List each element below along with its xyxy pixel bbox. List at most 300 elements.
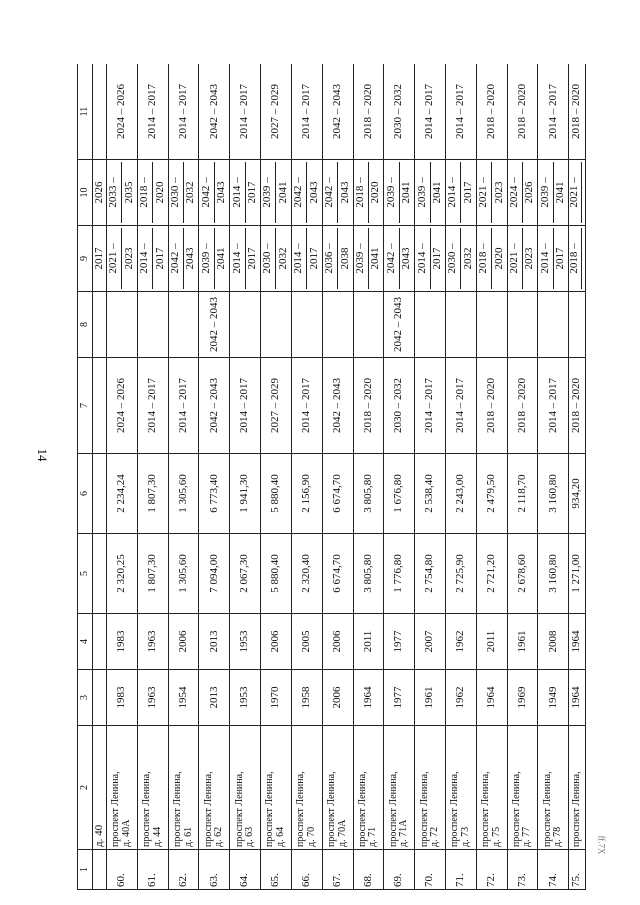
cell-c5: 1 807,30 — [137, 534, 168, 614]
c9-end — [582, 228, 585, 289]
cell-c7: 2027 – 2029 — [261, 358, 292, 454]
cell-c8 — [322, 292, 353, 358]
cell-c6: 2 234,24 — [107, 454, 138, 534]
c10-end: 2043 — [338, 181, 351, 204]
table-container — [77, 64, 586, 890]
address-line-1: проспект Ленина, — [570, 771, 582, 847]
cell-c6: 2 243,00 — [445, 454, 476, 534]
c10-end: 2041 — [276, 181, 289, 204]
cell-c11: 2014 – 2017 — [137, 64, 168, 160]
cell-c7: 2014 – 2017 — [230, 358, 261, 454]
cell-address — [137, 726, 168, 850]
cell-c6: 2 156,90 — [291, 454, 322, 534]
cell-c5: 3 160,80 — [538, 534, 569, 614]
address-line-2: д. 75 — [490, 826, 502, 847]
cell-c9 — [137, 226, 168, 292]
c9-end: 2017 — [153, 247, 166, 270]
c10-start: 2014 – — [230, 162, 245, 223]
cell-c5: 2 678,60 — [507, 534, 538, 614]
cell-num: 72. — [476, 850, 507, 890]
cell-c8 — [415, 292, 446, 358]
c9-end: 2017 — [430, 247, 443, 270]
c9-start: 2021 – — [107, 228, 122, 289]
cell-c5: 2 320,40 — [291, 534, 322, 614]
c9-end: 2041 — [369, 247, 382, 270]
c10-end: 2020 — [153, 181, 166, 204]
c9-end: 2043 — [184, 247, 197, 270]
cell-c3: 1954 — [168, 670, 199, 726]
c9-end: 2017 — [307, 247, 320, 270]
cell-c4: 2006 — [168, 614, 199, 670]
cell-c9 — [445, 226, 476, 292]
cell-address — [199, 726, 230, 850]
address-line-1: проспект Ленина, — [264, 771, 276, 847]
c9-end: 2043 — [400, 247, 413, 270]
cell-c9 — [199, 226, 230, 292]
cell-c7 — [93, 358, 107, 454]
table-row — [107, 64, 138, 890]
cell-c7: 2018 – 2020 — [476, 358, 507, 454]
cell-c8 — [353, 292, 384, 358]
cell-c10 — [199, 160, 230, 226]
cell-address — [384, 726, 415, 850]
table-row — [415, 64, 446, 890]
cell-address: д. 40 — [93, 726, 107, 850]
table-row — [261, 64, 292, 890]
address-line-1: проспект Ленина, — [356, 771, 368, 847]
cell-c6: 1 807,30 — [137, 454, 168, 534]
cell-c8: 2042 – 2043 — [199, 292, 230, 358]
cell-c11: 2014 – 2017 — [415, 64, 446, 160]
table-row — [569, 64, 586, 890]
cell-c7: 2014 – 2017 — [538, 358, 569, 454]
cell-num — [93, 850, 107, 890]
cell-c9 — [230, 226, 261, 292]
c9-start: 2039 – — [354, 228, 369, 289]
cell-c6: 1 305,60 — [168, 454, 199, 534]
cell-c10 — [384, 160, 415, 226]
address-line-1: проспект Ленина, — [202, 771, 214, 847]
cell-c7: 2018 – 2020 — [569, 358, 586, 454]
column-header-2: 2 — [78, 726, 93, 850]
cell-c9 — [261, 226, 292, 292]
cell-c7: 2014 – 2017 — [137, 358, 168, 454]
cell-c5: 1 271,00 — [569, 534, 586, 614]
cell-address — [261, 726, 292, 850]
cell-address — [168, 726, 199, 850]
cell-c10 — [137, 160, 168, 226]
cell-c5: 3 805,80 — [353, 534, 384, 614]
cell-address — [107, 726, 138, 850]
column-header-11: 11 — [78, 64, 93, 160]
cell-num: 73. — [507, 850, 538, 890]
c9-start: 2018 – — [477, 228, 492, 289]
cell-c4: 1977 — [384, 614, 415, 670]
cell-c4: 1961 — [507, 614, 538, 670]
cell-address — [415, 726, 446, 850]
cell-num: 65. — [261, 850, 292, 890]
cell-c3: 1949 — [538, 670, 569, 726]
address-line-1: проспект Ленина, — [387, 771, 399, 847]
address-line-2: д. 64 — [274, 826, 286, 847]
address-line-1: проспект Ленина, — [295, 771, 307, 847]
address-line-1: проспект Ленина, — [541, 771, 553, 847]
address-line-2: д. 70 — [305, 826, 317, 847]
cell-c11: 2014 – 2017 — [230, 64, 261, 160]
cell-address — [291, 726, 322, 850]
cell-c9 — [476, 226, 507, 292]
cell-c11: 2014 – 2017 — [445, 64, 476, 160]
address-line-1: проспект Ленина, — [480, 771, 492, 847]
cell-c6: 2 118,70 — [507, 454, 538, 534]
c10-start: 2024 – — [508, 162, 523, 223]
address-line-2: д. 72 — [429, 826, 441, 847]
cell-c4: 2007 — [415, 614, 446, 670]
cell-address — [230, 726, 261, 850]
cell-c7: 2042 – 2043 — [322, 358, 353, 454]
address-line-2: д. 40А — [120, 819, 132, 847]
table-row — [507, 64, 538, 890]
c10-end: 2043 — [307, 181, 320, 204]
cell-c10 — [291, 160, 322, 226]
column-header-10: 10 — [78, 160, 93, 226]
cell-c10 — [353, 160, 384, 226]
cell-c3: 1963 — [137, 670, 168, 726]
cell-c3: 1969 — [507, 670, 538, 726]
table-row — [538, 64, 569, 890]
cell-c6: 6 674,70 — [322, 454, 353, 534]
header-row — [78, 64, 93, 890]
c9-end: 2032 — [276, 247, 289, 270]
cell-address — [507, 726, 538, 850]
cell-num: 69. — [384, 850, 415, 890]
cell-c9 — [107, 226, 138, 292]
cell-c11: 2014 – 2017 — [291, 64, 322, 160]
c9-start: 2042 – — [169, 228, 184, 289]
cell-address — [569, 726, 586, 850]
cell-c10: 2026 — [93, 160, 107, 226]
c10-start: 2039 – — [538, 162, 553, 223]
c10-end: 2043 — [215, 181, 228, 204]
cell-c6: 6 773,40 — [199, 454, 230, 534]
c10-start: 2018 – — [354, 162, 369, 223]
cell-c11: 2030 – 2032 — [384, 64, 415, 160]
cell-c11: 2018 – 2020 — [353, 64, 384, 160]
c9-end: 2017 — [554, 247, 567, 270]
address-line-2: д. 78 — [552, 826, 564, 847]
cell-c3: 1964 — [476, 670, 507, 726]
cell-c6: 2 538,40 — [415, 454, 446, 534]
c9-start: 2014 – — [230, 228, 245, 289]
c10-start: 2042 – — [199, 162, 214, 223]
c9-start: 2018 – — [569, 228, 582, 289]
cell-c5: 2 721,20 — [476, 534, 507, 614]
cell-c4 — [93, 614, 107, 670]
c9-start: 2021 – — [508, 228, 523, 289]
cell-c10 — [507, 160, 538, 226]
table-row-continued — [93, 64, 107, 890]
table-body — [93, 64, 586, 890]
cell-c4: 1964 — [569, 614, 586, 670]
cell-c6: 934,20 — [569, 454, 586, 534]
cell-c11: 2018 – 2020 — [476, 64, 507, 160]
cell-c11: 2014 – 2017 — [538, 64, 569, 160]
c10-end: 2020 — [369, 181, 382, 204]
cell-num: 60. — [107, 850, 138, 890]
c10-start: 2021 – — [569, 162, 582, 223]
cell-c5: 5 880,40 — [261, 534, 292, 614]
cell-c10 — [415, 160, 446, 226]
cell-c7: 2014 – 2017 — [445, 358, 476, 454]
cell-num: 67. — [322, 850, 353, 890]
c9-end: 2032 — [461, 247, 474, 270]
address-line-1: проспект Ленина, — [141, 771, 153, 847]
column-header-4: 4 — [78, 614, 93, 670]
cell-num: 70. — [415, 850, 446, 890]
cell-c6: 3 805,80 — [353, 454, 384, 534]
c10-start: 2033 – — [107, 162, 122, 223]
cell-c11: 2024 – 2026 — [107, 64, 138, 160]
cell-c10 — [107, 160, 138, 226]
column-header-5: 5 — [78, 534, 93, 614]
cell-c9 — [168, 226, 199, 292]
cell-c3: 1983 — [107, 670, 138, 726]
table-row — [168, 64, 199, 890]
cell-c10 — [538, 160, 569, 226]
cell-c4: 1953 — [230, 614, 261, 670]
c9-start: 2042 – — [384, 228, 399, 289]
cell-num: 64. — [230, 850, 261, 890]
cell-address — [445, 726, 476, 850]
cell-c11: 2014 – 2017 — [168, 64, 199, 160]
address-line-1: проспект Ленина, — [418, 771, 430, 847]
cell-c9 — [384, 226, 415, 292]
c9-end: 2023 — [122, 247, 135, 270]
cell-c4: 2011 — [476, 614, 507, 670]
c9-start: 2014 – — [538, 228, 553, 289]
cell-c5: 2 754,80 — [415, 534, 446, 614]
cell-c11: 2042 – 2043 — [322, 64, 353, 160]
address-line-2: д. 70А — [336, 819, 348, 847]
table-row — [322, 64, 353, 890]
cell-c11: 2018 – 2020 — [569, 64, 586, 160]
cell-c5: 7 094,00 — [199, 534, 230, 614]
c9-start: 2036 – — [323, 228, 338, 289]
cell-c11: 2042 – 2043 — [199, 64, 230, 160]
cell-c8 — [476, 292, 507, 358]
cell-c4: 2013 — [199, 614, 230, 670]
c10-end: 2041 — [400, 181, 413, 204]
cell-c9 — [507, 226, 538, 292]
cell-c8 — [445, 292, 476, 358]
cell-c10 — [445, 160, 476, 226]
cell-c6: 2 479,50 — [476, 454, 507, 534]
c10-start: 2039 – — [384, 162, 399, 223]
table-row — [476, 64, 507, 890]
c10-end: 2023 — [492, 181, 505, 204]
c10-end: 2041 — [554, 181, 567, 204]
housing-table — [77, 64, 586, 890]
column-header-1: 1 — [78, 850, 93, 890]
c10-end: 2026 — [523, 181, 536, 204]
cell-c7: 2024 – 2026 — [107, 358, 138, 454]
cell-c3 — [93, 670, 107, 726]
c10-start: 2039 – — [415, 162, 430, 223]
cell-c10 — [322, 160, 353, 226]
footer-mark: ff.7X — [596, 835, 607, 855]
cell-c7: 2042 – 2043 — [199, 358, 230, 454]
cell-address — [353, 726, 384, 850]
cell-c8 — [569, 292, 586, 358]
cell-c9 — [322, 226, 353, 292]
cell-c5 — [93, 534, 107, 614]
c10-end: 2041 — [430, 181, 443, 204]
cell-c6 — [93, 454, 107, 534]
column-header-3: 3 — [78, 670, 93, 726]
c9-end: 2023 — [523, 247, 536, 270]
cell-num: 63. — [199, 850, 230, 890]
c10-end: 2017 — [461, 181, 474, 204]
c9-start: 2030 – — [261, 228, 276, 289]
c10-start: 2042 – — [323, 162, 338, 223]
cell-c3: 1964 — [353, 670, 384, 726]
cell-c4: 1983 — [107, 614, 138, 670]
cell-c6: 5 880,40 — [261, 454, 292, 534]
cell-c9 — [291, 226, 322, 292]
cell-c5: 1 305,60 — [168, 534, 199, 614]
cell-c11: 2027 – 2029 — [261, 64, 292, 160]
address-line-1: проспект Ленина, — [172, 771, 184, 847]
column-header-6: 6 — [78, 454, 93, 534]
cell-address — [538, 726, 569, 850]
cell-c4: 2008 — [538, 614, 569, 670]
c9-end: 2020 — [492, 247, 505, 270]
cell-c4: 1963 — [137, 614, 168, 670]
c10-start: 2030 – — [169, 162, 184, 223]
c9-start: 2014 – — [415, 228, 430, 289]
page-number: 14 — [35, 448, 50, 462]
address-line-1: проспект Ленина, — [233, 771, 245, 847]
c10-start: 2018 – — [138, 162, 153, 223]
cell-c7: 2030 – 2032 — [384, 358, 415, 454]
cell-c5: 1 776,80 — [384, 534, 415, 614]
cell-c10 — [476, 160, 507, 226]
table-row — [445, 64, 476, 890]
c9-start: 2014 – — [292, 228, 307, 289]
c10-start: 2014 – — [446, 162, 461, 223]
address-line-2: д. 77 — [521, 826, 533, 847]
table-row — [353, 64, 384, 890]
table-row — [137, 64, 168, 890]
cell-c8 — [230, 292, 261, 358]
cell-address — [322, 726, 353, 850]
cell-c10 — [261, 160, 292, 226]
cell-c9: 2017 — [93, 226, 107, 292]
address-line-2: д. 62 — [213, 826, 225, 847]
c9-end: 2038 — [338, 247, 351, 270]
cell-c3: 1970 — [261, 670, 292, 726]
cell-c6: 1 676,80 — [384, 454, 415, 534]
c9-start: 2014 – — [138, 228, 153, 289]
cell-c8 — [261, 292, 292, 358]
cell-c3: 2006 — [322, 670, 353, 726]
c10-end: 2032 — [184, 181, 197, 204]
cell-c3: 1977 — [384, 670, 415, 726]
cell-c11: 2018 – 2020 — [507, 64, 538, 160]
cell-c10 — [168, 160, 199, 226]
cell-c8 — [93, 292, 107, 358]
cell-num: 66. — [291, 850, 322, 890]
cell-c11 — [93, 64, 107, 160]
c9-end: 2041 — [215, 247, 228, 270]
cell-c4: 1962 — [445, 614, 476, 670]
c10-start: 2021 – — [477, 162, 492, 223]
cell-c3: 1958 — [291, 670, 322, 726]
cell-c3: 1962 — [445, 670, 476, 726]
cell-c8 — [168, 292, 199, 358]
cell-c8: 2042 – 2043 — [384, 292, 415, 358]
cell-num: 74. — [538, 850, 569, 890]
cell-c8 — [538, 292, 569, 358]
cell-c5: 6 674,70 — [322, 534, 353, 614]
column-header-9: 9 — [78, 226, 93, 292]
c9-end: 2017 — [246, 247, 259, 270]
c10-end — [582, 162, 585, 223]
table-row — [291, 64, 322, 890]
cell-c3: 1964 — [569, 670, 586, 726]
address-line-2: д. 44 — [151, 826, 163, 847]
cell-c4: 2005 — [291, 614, 322, 670]
cell-c6: 3 160,80 — [538, 454, 569, 534]
cell-num: 68. — [353, 850, 384, 890]
c10-end: 2035 — [122, 181, 135, 204]
address-line-1: проспект Ленина, — [326, 771, 338, 847]
cell-c7: 2018 – 2020 — [353, 358, 384, 454]
c10-start: 2042 – — [292, 162, 307, 223]
table-row — [199, 64, 230, 890]
address-line-1: проспект Ленина, — [449, 771, 461, 847]
cell-c3: 1961 — [415, 670, 446, 726]
cell-c6: 1 941,30 — [230, 454, 261, 534]
cell-num: 61. — [137, 850, 168, 890]
cell-address — [476, 726, 507, 850]
cell-c5: 2 725,90 — [445, 534, 476, 614]
cell-c4: 2006 — [261, 614, 292, 670]
cell-c8 — [291, 292, 322, 358]
cell-c7: 2018 – 2020 — [507, 358, 538, 454]
cell-c7: 2014 – 2017 — [168, 358, 199, 454]
cell-num: 75. — [569, 850, 586, 890]
cell-c9 — [569, 226, 586, 292]
cell-c7: 2014 – 2017 — [415, 358, 446, 454]
cell-c8 — [107, 292, 138, 358]
cell-c5: 2 067,30 — [230, 534, 261, 614]
cell-c3: 2013 — [199, 670, 230, 726]
address-line-1: проспект Ленина, — [510, 771, 522, 847]
address-line-2: д. 71 — [367, 826, 379, 847]
cell-c5: 2 320,25 — [107, 534, 138, 614]
address-line-1: проспект Ленина, — [110, 771, 122, 847]
cell-c7: 2014 – 2017 — [291, 358, 322, 454]
cell-c9 — [538, 226, 569, 292]
table-row — [384, 64, 415, 890]
cell-c9 — [415, 226, 446, 292]
cell-num: 71. — [445, 850, 476, 890]
cell-c3: 1953 — [230, 670, 261, 726]
column-header-8: 8 — [78, 292, 93, 358]
address-line-2: д. 71А — [398, 819, 410, 847]
address-line-2: д. 73 — [459, 826, 471, 847]
